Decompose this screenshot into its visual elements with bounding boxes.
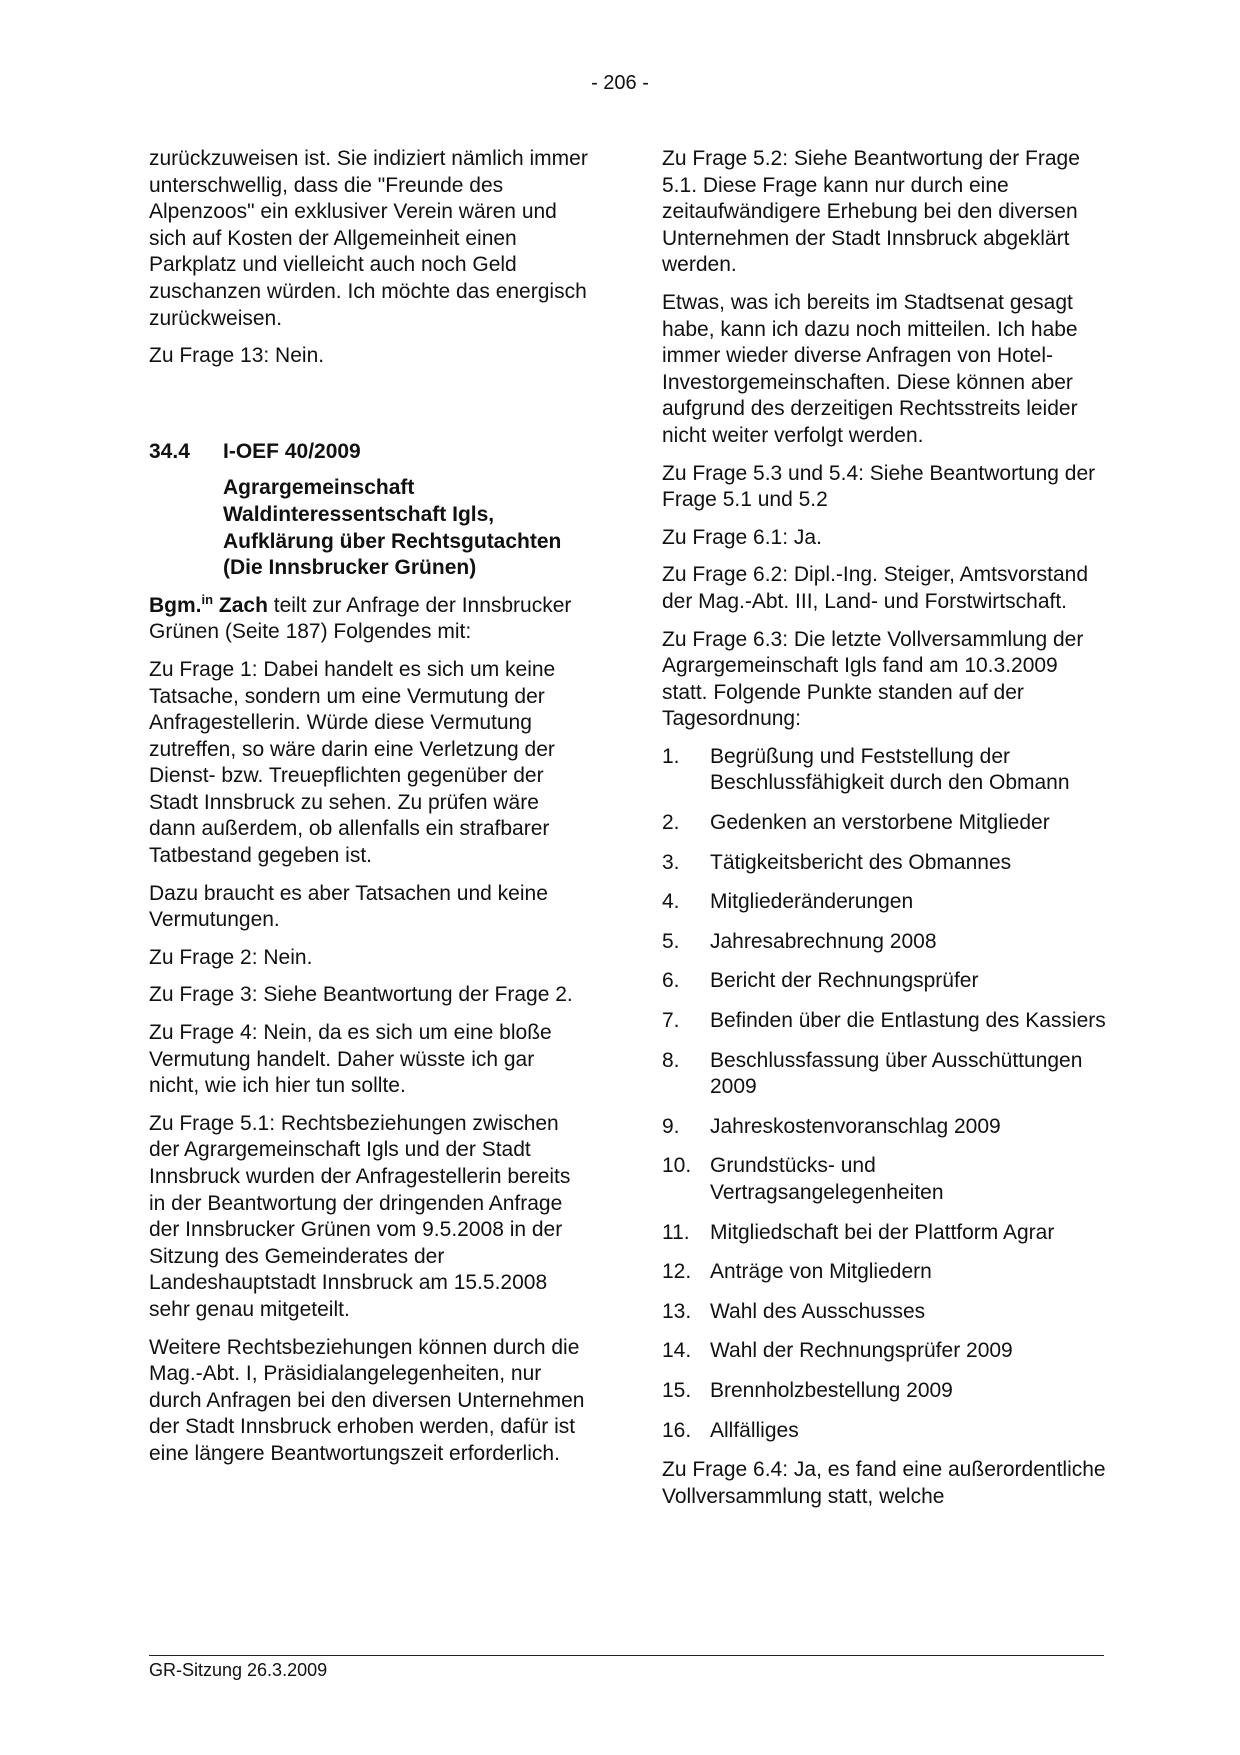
left-column <box>149 146 589 1479</box>
footer-text: GR-Sitzung 26.3.2009 <box>149 1660 328 1680</box>
list-item-text: Wahl des Ausschusses <box>710 1299 926 1323</box>
list-item-number: 12. <box>662 1260 692 1284</box>
spacer <box>149 381 589 439</box>
list-item <box>662 1338 1108 1365</box>
list-item-text: Befinden über die Entlastung des Kassiers <box>710 1009 1106 1033</box>
list-item <box>662 929 1108 956</box>
list-item-number: 3. <box>662 850 680 874</box>
right-column <box>662 146 1108 1521</box>
list-item-number: 1. <box>662 744 680 768</box>
paragraph: Zu Frage 1: Dabei handelt es sich um keine Tatsache, sondern um eine Vermutung der Anfragestellerin. Würde diese Vermutung zutreffen, so wäre darin eine Verletzung der Dienst- bzw. Treuepflichten gegenüber der Stadt Innsbruck zu sehen. Zu prüfen wäre dann außerdem, ob allenfalls ein strafbarer Tatbestand gegeben ist. <box>149 657 556 868</box>
list-item-text: Tätigkeitsbericht des Obmannes <box>710 850 1012 874</box>
list-item-number: 16. <box>662 1418 692 1442</box>
list-item-text: Begrüßung und Feststellung der Beschlussfähigkeit durch den Obmann <box>710 744 1070 795</box>
section-heading <box>149 439 589 466</box>
list-item-number: 4. <box>662 890 680 914</box>
paragraph: Zu Frage 6.4: Ja, es fand eine außerordentliche Vollversammlung statt, welche <box>662 1458 1106 1508</box>
list-item-number: 2. <box>662 811 680 835</box>
list-item-number: 6. <box>662 969 680 993</box>
list-item-text: Gedenken an verstorbene Mitglieder <box>710 811 1050 835</box>
list-item-number: 13. <box>662 1299 692 1323</box>
list-item <box>662 968 1108 995</box>
list-item <box>662 889 1108 916</box>
section-code: I-OEF 40/2009 <box>223 439 361 463</box>
list-item-number: 9. <box>662 1114 680 1138</box>
list-item <box>662 850 1108 877</box>
paragraph: Zu Frage 6.1: Ja. <box>662 525 822 549</box>
paragraph: Zu Frage 5.2: Siehe Beantwortung der Frage 5.1. Diese Frage kann nur durch eine zeitaufwändigere Erhebung bei den diversen Unternehmen der Stadt Innsbruck abgeklärt werden. <box>662 147 1080 277</box>
list-item-text: Jahreskostenvoranschlag 2009 <box>710 1114 1001 1138</box>
list-item-text: Beschlussfassung über Ausschüttungen 2009 <box>710 1048 1083 1099</box>
list-item-text: Brennholzbestellung 2009 <box>710 1378 953 1402</box>
list-item-number: 7. <box>662 1009 680 1033</box>
paragraph: Dazu braucht es aber Tatsachen und keine Vermutungen. <box>149 881 548 932</box>
paragraph: Etwas, was ich bereits im Stadtsenat gesagt habe, kann ich dazu noch mitteilen. Ich habe immer wieder diverse Anfragen von Hotel-Investorgemeinschaften. Diese können aber aufgrund des derzeitigen Rechtsstreits leider nicht weiter verfolgt werden. <box>662 290 1078 447</box>
paragraph: Zu Frage 4: Nein, da es sich um eine bloße Vermutung handelt. Daher wüsste ich gar nicht, wie ich hier tun sollte. <box>149 1021 552 1098</box>
list-item <box>662 1259 1108 1286</box>
list-item <box>662 1153 1108 1206</box>
speaker-superscript: in <box>201 591 214 607</box>
list-item <box>662 1299 1108 1326</box>
section-title: Agrargemeinschaft Waldinteressentschaft Igls, Aufklärung über Rechtsgutachten (Die Innsbrucker Grünen) <box>223 476 562 580</box>
list-item-number: 8. <box>662 1048 680 1072</box>
list-item <box>662 1378 1108 1405</box>
list-item <box>662 1048 1108 1101</box>
agenda-list <box>662 744 1108 1444</box>
paragraph: zurückzuweisen ist. Sie indiziert nämlich immer unterschwellig, dass die "Freunde des Alpenzoos" ein exklusiver Verein wären und sich auf Kosten der Allgemeinheit einen Parkplatz und vielleicht auch noch Geld zuschanzen würden. Ich möchte das energisch zurückweisen. <box>149 147 588 330</box>
list-item <box>662 1418 1108 1445</box>
list-item-number: 10. <box>662 1154 692 1178</box>
speaker-name: Zach <box>218 593 268 617</box>
list-item-text: Grundstücks- und Vertragsangelegenheiten <box>710 1154 944 1204</box>
paragraph: Zu Frage 5.1: Rechtsbeziehungen zwischen der Agrargemeinschaft Igls und der Stadt Innsbruck wurden der Anfragestellerin bereits in der Beantwortung der dringenden Anfrage der Innsbrucker Grünen vom 9.5.2008 in der Sitzung des Gemeinderates der Landeshauptstadt Innsbruck am 15.5.2008 sehr genau mitgeteilt. <box>149 1111 571 1321</box>
paragraph: Zu Frage 3: Siehe Beantwortung der Frage 2. <box>149 983 573 1007</box>
page-number: - 206 - <box>591 72 649 94</box>
list-item-number: 11. <box>662 1220 690 1244</box>
list-item <box>662 1008 1108 1035</box>
list-item-text: Wahl der Rechnungsprüfer 2009 <box>710 1339 1013 1363</box>
list-item <box>662 744 1108 797</box>
list-item-text: Mitgliedschaft bei der Plattform Agrar <box>710 1220 1055 1244</box>
paragraph: Weitere Rechtsbeziehungen können durch die Mag.-Abt. I, Präsidialangelegenheiten, nur durch Anfragen bei den diversen Unternehmen der Stadt Innsbruck erhoben werden, dafür ist eine längere Beantwortungszeit erforderlich. <box>149 1335 585 1465</box>
list-item <box>662 810 1108 837</box>
paragraph: Zu Frage 6.3: Die letzte Vollversammlung der Agrargemeinschaft Igls fand am 10.3.2009 statt. Folgende Punkte standen auf der Tagesordnung: <box>662 627 1084 731</box>
list-item-text: Jahresabrechnung 2008 <box>710 929 937 953</box>
list-item-text: Allfälliges <box>710 1418 799 1442</box>
list-item-text: Anträge von Mitgliedern <box>710 1260 932 1284</box>
section-number: 34.4 <box>149 439 190 463</box>
list-item-number: 15. <box>662 1378 692 1402</box>
paragraph: Zu Frage 6.2: Dipl.-Ing. Steiger, Amtsvorstand der Mag.-Abt. III, Land- und Forstwirtschaft. <box>662 563 1089 613</box>
paragraph: Zu Frage 2: Nein. <box>149 945 313 969</box>
paragraph: Zu Frage 13: Nein. <box>149 344 325 368</box>
speaker-prefix: Bgm. <box>149 593 202 617</box>
list-item <box>662 1114 1108 1141</box>
paragraph: Zu Frage 5.3 und 5.4: Siehe Beantwortung der Frage 5.1 und 5.2 <box>662 461 1096 512</box>
list-item-text: Bericht der Rechnungsprüfer <box>710 969 979 993</box>
list-item <box>662 1220 1108 1247</box>
list-item-text: Mitgliederänderungen <box>710 890 914 914</box>
speaker-text: teilt zur Anfrage der Innsbrucker Grünen (Seite 187) Folgendes mit: <box>149 593 572 644</box>
speaker-paragraph <box>149 593 589 646</box>
footer-divider <box>149 1655 1104 1656</box>
list-item-number: 14. <box>662 1339 692 1363</box>
list-item-number: 5. <box>662 929 680 953</box>
